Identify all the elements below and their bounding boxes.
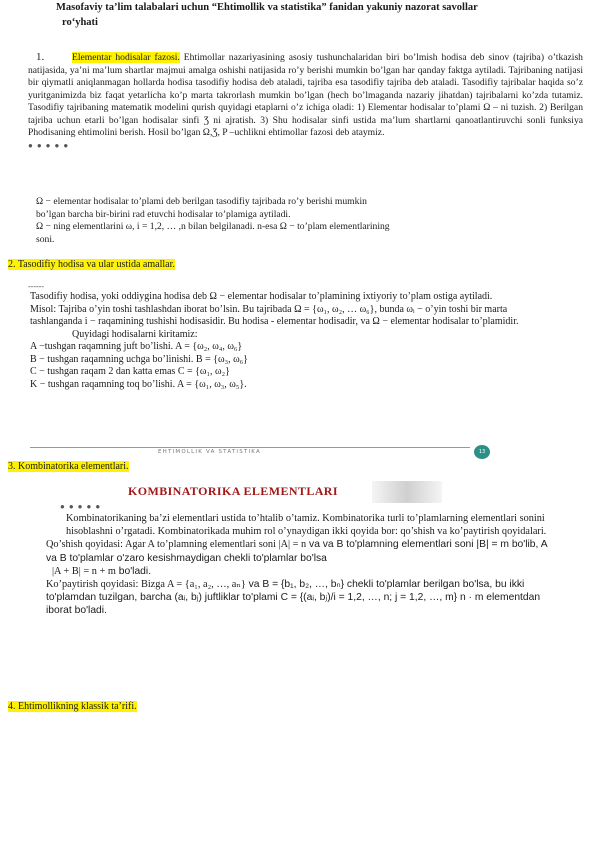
- event-set-k: K − tushgan raqamning toq bo’lishi. A = {ω₁, ω₃, ω₅}.: [30, 378, 247, 390]
- omega-line-3: Ω − ning elementlarini ω, i = 1,2, … ,n bilan belgilanadi. n-esa Ω − to’plam elementlarining: [36, 221, 390, 232]
- decorative-bar: [372, 481, 442, 503]
- addition-rule-start: Qo’shish qoyidasi: Agar A to’plamning elementlari soni |A| = n: [46, 539, 307, 551]
- question-1-heading: Elementar hodisalar fazosi.: [72, 52, 180, 63]
- combinatorics-title: KOMBINATORIKA ELEMENTLARI: [128, 484, 338, 498]
- random-event-section: [30, 291, 520, 391]
- question-4: [8, 700, 137, 713]
- addition-formula: |A + B| = n + m: [52, 565, 116, 577]
- multiplication-rule-rest: va B = {b₁, b₂, …, bₙ} chekli to'plamlar berilgan bo'lsa, bu ikki to'plamdan tuzilgan, barcha (aᵢ, bⱼ) juftliklar to'plami C = {(aᵢ, bⱼ)/i = 1,2, …, n; j = 1,2, …, m} n · m elementdan iborat bo'ladi.: [46, 579, 541, 617]
- random-event-p1: Tasodifiy hodisa, yoki oddiygina hodisa deb Ω − elementar hodisalar to’plamining ixtiyoriy to’plam ostiga aytiladi.: [30, 291, 493, 302]
- dashes: ------: [28, 282, 44, 291]
- addition-formula-tail: bo'ladi.: [115, 565, 152, 577]
- footer-text: EHTIMOLLIK VA STATISTIKA: [158, 449, 261, 455]
- decorative-dots-2: ● ● ● ● ●: [60, 502, 102, 511]
- addition-rule: [46, 538, 550, 564]
- event-set-c: C − tushgan raqam 2 dan katta emas C = {ω₁, ω₂}: [30, 366, 230, 377]
- random-event-p2: Misol: Tajriba o’yin toshi tashlashdan iborat bo’lsin. Bu tajribada Ω = {ω₁, ω₂, … ω₆}, bunda ωᵢ − o’yin toshi bir marta tashlanganda i − raqamining tushishi hodisasidir. Bu hodisa - elementar hodisadir, va Ω − elementar hodisalar to’plamidir.: [30, 303, 519, 327]
- omega-definition: [36, 196, 526, 246]
- combinatorics-intro: Kombinatorikaning ba’zi elementlari ustida to’htalib o’tamiz. Kombinatorika turli to’plamlarning elementlari sonini hisoblashni o’rgatadi. Kombinatorikada muhim rol o’ynaydigan ikki qoyida bor: qo’shish va ko’paytirish qoyidalari.: [66, 513, 547, 538]
- addition-formula-line: [46, 565, 550, 578]
- omega-line-1: Ω − elementar hodisalar to’plami deb berilgan tasodifiy tajribada ro’y berishi mumkin: [36, 196, 367, 207]
- title-line-2: ro‘yhati: [62, 17, 98, 28]
- random-event-p3: Quyidagi hodisalarni kiritamiz:: [72, 328, 198, 340]
- question-2-heading: 2. Tasodifiy hodisa va ular ustida amallar.: [8, 259, 175, 270]
- omega-line-2: bo’lgan barcha bir-birini rad etuvchi hodisalar to’plamiga aytiladi.: [36, 208, 291, 220]
- page-number-badge: 13: [474, 445, 490, 459]
- event-set-b: B − tushgan raqamning uchga bo’linishi. B = {ω₃, ω₆}: [30, 353, 248, 365]
- event-set-a: A −tushgan raqamning juft bo’lishi. A = {ω₂, ω₄, ω₆}: [30, 341, 243, 352]
- question-4-heading: 4. Ehtimollikning klassik ta’rifi.: [8, 701, 137, 712]
- question-1: [28, 51, 583, 152]
- footer-rule: [30, 447, 470, 448]
- document-title: [56, 0, 546, 30]
- addition-rule-rest: va va B to'plamning elementlari soni |B| = m bo'lib, A va B to'plamlar o'zaro kesishmaydigan chekli to'plamlar bo'lsa: [46, 539, 547, 564]
- question-2: [8, 258, 175, 271]
- combinatorics-section: [46, 512, 550, 618]
- title-line-1: Masofaviy ta’lim talabalari uchun “Ehtimollik va statistika” fanidan yakuniy nazorat savollar: [56, 2, 478, 13]
- question-3: [8, 460, 129, 473]
- question-3-heading: 3. Kombinatorika elementlari.: [8, 461, 129, 472]
- omega-line-4: soni.: [36, 233, 55, 245]
- decorative-dots: ● ● ● ● ●: [28, 140, 70, 150]
- multiplication-rule: [46, 578, 550, 618]
- multiplication-rule-start: Ko’paytirish qoyidasi: Bizga A = {a₁, a₂, …, aₙ}: [46, 579, 246, 591]
- question-1-number: 1.: [36, 51, 45, 63]
- question-1-text: Ehtimollar nazariyasining asosiy tushunchalaridan biri bo’lmish hodisa deb sinov (tajriba) o’tkazish natijasida, ya’ni ma’lum shartlar majmui amalga oshishi natijasida ro’y berishi mumkin bo’lgan har qanday faktga aytiladi. Tajribaning natijasi bir qiymatli aniqlanmagan hollarda hodisa tasodifiy hodisa deb ataladi, tajriba esa tasodifiy tajriba deb ataladi. Tasodifiy tajribalar haqida so’z yuritganimizda biz faqat yetarlicha ko’p marta takrorlash mumkin bo’lgan (hech bo’lmaganda nazariy jihatdan) tajribalarni ko’zda tutamiz. Tasodifiy tajribaning matematik modelini qurish quyidagi etaplarni o’z ichiga oladi: 1) Elementar hodisalar to’plami Ω – ni tuzish. 2) Berilgan tajriba uchun etarli bo’lgan hodisalar sinfi Ʒ ni ajratish. 3) Shu hodisalar sinfi ustida ma’lum shartlarni qanoatlantiruvchi sonli funksiya Phodisaning ehtimolini berish. Hosil bo’lgan Ω,Ʒ, P –uchlikni ehtimollar fazosi deb ataymiz.: [28, 52, 583, 138]
